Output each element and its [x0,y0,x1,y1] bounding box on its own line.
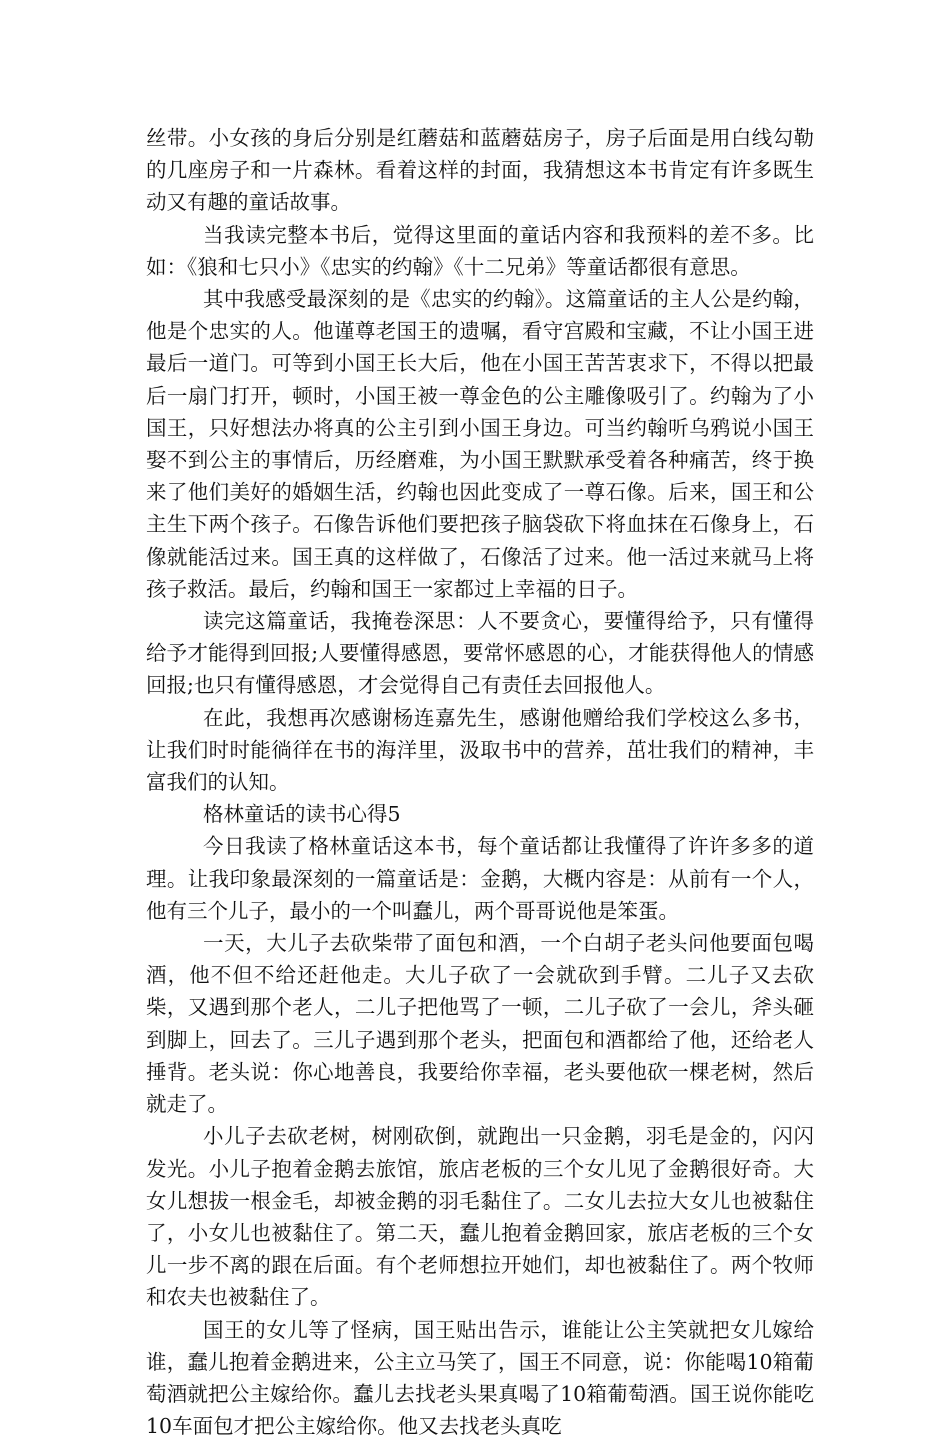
paragraph: 国王的女儿等了怪病，国王贴出告示，谁能让公主笑就把女儿嫁给谁，蠢儿抱着金鹅进来，公主立马笑了，国王不同意，说：你能喝10箱葡萄酒就把公主嫁给你。蠢儿去找老头果真喝了10箱葡萄酒。国王说你能吃10车面包才把公主嫁给你。他又去找老头真吃 [146,1317,814,1439]
section-heading: 格林童话的读书心得5 [203,802,401,827]
paragraph: 其中我感受最深刻的是《忠实的约翰》。这篇童话的主人公是约翰，他是个忠实的人。他谨尊老国王的遗嘱，看守宫殿和宝藏，不让小国王进最后一道门。可等到小国王长大后，他在小国王苦苦衷求下，不得以把最后一扇门打开，顿时，小国王被一尊金色的公主雕像吸引了。约翰为了小国王，只好想法办将真的公主引到小国王身边。可当约翰听乌鸦说小国王娶不到公主的事情后，历经磨难，为小国王默默承受着各种痛苦，终于换来了他们美好的婚姻生活，约翰也因此变成了一尊石像。后来，国王和公主生下两个孩子。石像告诉他们要把孩子脑袋砍下将血抹在石像身上，石像就能活过来。国王真的这样做了，石像活了过来。他一活过来就马上将孩子救活。最后，约翰和国王一家都过上幸福的日子。 [146,287,814,601]
paragraph: 小儿子去砍老树，树刚砍倒，就跑出一只金鹅，羽毛是金的，闪闪发光。小儿子抱着金鹅去旅馆，旅店老板的三个女儿见了金鹅很好奇。大女儿想拔一根金毛，却被金鹅的羽毛黏住了。二女儿去拉大女儿也被黏住了，小女儿也被黏住了。第二天，蠢儿抱着金鹅回家，旅店老板的三个女儿一步不离的跟在后面。有个老师想拉开她们，却也被黏住了。两个牧师和农夫也被黏住了。 [146,1124,814,1310]
document-body [146,122,814,1442]
paragraph: 当我读完整本书后，觉得这里面的童话内容和我预料的差不多。比如：《狼和七只小》《忠实的约翰》《十二兄弟》等童话都很有意思。 [146,222,814,279]
paragraph: 丝带。小女孩的身后分别是红蘑菇和蓝蘑菇房子，房子后面是用白线勾勒的几座房子和一片森林。看着这样的封面，我猜想这本书肯定有许多既生动又有趣的童话故事。 [146,126,814,215]
paragraph: 一天，大儿子去砍柴带了面包和酒，一个白胡子老头问他要面包喝酒，他不但不给还赶他走。大儿子砍了一会就砍到手臂。二儿子又去砍柴，又遇到那个老人，二儿子把他骂了一顿，二儿子砍了一会儿，斧头砸到脚上，回去了。三儿子遇到那个老头，把面包和酒都给了他，还给老人捶背。老头说：你心地善良，我要给你幸福，老头要他砍一棵老树，然后就走了。 [146,931,814,1117]
paragraph: 读完这篇童话，我掩卷深思：人不要贪心，要懂得给予，只有懂得给予才能得到回报;人要懂得感恩，要常怀感恩的心，才能获得他人的情感回报;也只有懂得感恩，才会觉得自己有责任去回报他人。 [146,609,814,698]
paragraph: 今日我读了格林童话这本书，每个童话都让我懂得了许许多多的道理。让我印象最深刻的一篇童话是：金鹅，大概内容是：从前有一个人，他有三个儿子，最小的一个叫蠢儿，两个哥哥说他是笨蛋。 [146,834,814,923]
paragraph: 在此，我想再次感谢杨连嘉先生，感谢他赠给我们学校这么多书，让我们时时能徜徉在书的海洋里，汲取书中的营养，茁壮我们的精神，丰富我们的认知。 [146,705,814,795]
